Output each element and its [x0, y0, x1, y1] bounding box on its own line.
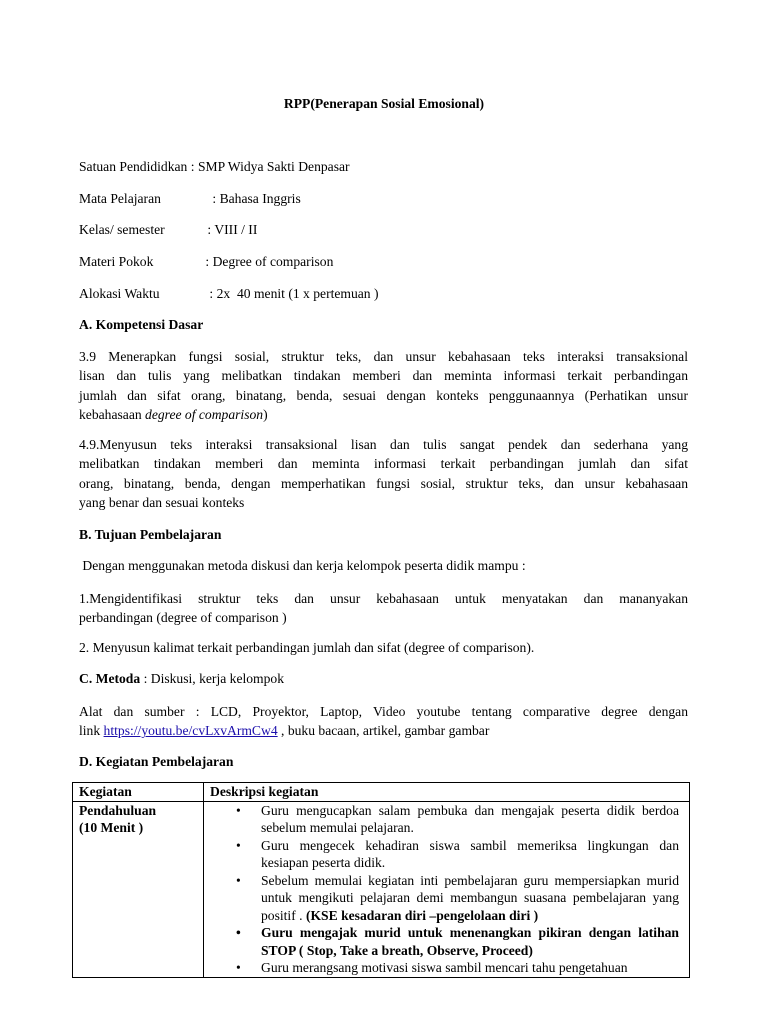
metoda-line	[79, 670, 284, 688]
text-fragment: kebahasaan	[79, 406, 146, 422]
heading-kegiatan-pembelajaran: D. Kegiatan Pembelajaran	[79, 754, 234, 769]
meta-materi-pokok	[79, 253, 333, 271]
text-line: 3.9 Menerapkan fungsi sosial, struktur teks, dan unsur kebahasaan teks interaksi transaksional	[79, 349, 688, 364]
text-line	[79, 721, 688, 740]
metoda-text: : Diskusi, kerja kelompok	[140, 671, 285, 686]
tujuan-item-2: 2. Menyusun kalimat terkait perbandingan jumlah dan sifat (degree of comparison).	[79, 640, 535, 655]
text-line: Alat dan sumber : LCD, Proyektor, Laptop, Video youtube tentang comparative degree dengan	[79, 704, 688, 719]
meta-separator: :	[204, 222, 215, 237]
list-item: • Guru mengajak murid untuk menenangkan pikiran dengan latihan STOP ( Stop, Take a breath, Observe, Proceed)	[210, 924, 683, 959]
document-title: RPP(Penerapan Sosial Emosional)	[283, 96, 485, 111]
meta-satuan-pendidikan	[79, 158, 350, 176]
deskripsi-cell	[204, 801, 690, 977]
text-line: orang, binatang, benda, dengan memperhatikan fungsi sosial, struktur teks, dan unsur kebahasaan	[79, 475, 688, 491]
meta-value: VIII / II	[214, 222, 258, 237]
meta-separator: :	[209, 191, 220, 206]
text-line: jumlah dan sifat orang, binatang, benda, sesuai dengan konteks penggunaannya (Perhatikan unsur	[79, 387, 688, 403]
kegiatan-duration: (10 Menit )	[79, 820, 144, 835]
tujuan-item-1	[79, 589, 688, 628]
text-fragment: )	[263, 406, 268, 422]
meta-separator: :	[187, 159, 198, 174]
heading-metoda: C. Metoda	[79, 671, 141, 686]
kegiatan-cell	[73, 801, 204, 977]
meta-label: Kelas/ semester	[79, 222, 165, 237]
meta-mata-pelajaran	[79, 190, 301, 208]
kse-note: (KSE kesadaran diri –pengelolaan diri )	[305, 907, 539, 923]
meta-value: SMP Widya Sakti Denpasar	[197, 159, 350, 174]
list-item: • Guru mengecek kehadiran siswa sambil memeriksa lingkungan dan kesiapan peserta didik.	[210, 837, 683, 872]
meta-value: Bahasa Inggris	[219, 191, 301, 206]
meta-label: Satuan Pendididkan	[79, 159, 188, 174]
text-line	[79, 405, 688, 424]
meta-label: Materi Pokok	[79, 254, 154, 269]
heading-kompetensi-dasar: A. Kompetensi Dasar	[79, 317, 204, 332]
list-item: • Guru mengucapkan salam pembuka dan mengajak peserta didik berdoa sebelum memulai pelajaran.	[210, 802, 683, 837]
meta-kelas-semester	[79, 221, 257, 239]
text-fragment: Sebelum memulai kegiatan inti pembelajaran guru mempersiapkan murid untuk mengikuti pelajaran demi membangun suasana pembelajaran yang positif .	[261, 872, 679, 923]
meta-alokasi-waktu	[79, 285, 379, 303]
table-header-row	[73, 783, 690, 802]
italic-term: degree of comparison	[145, 406, 264, 422]
heading-tujuan-pembelajaran: B. Tujuan Pembelajaran	[79, 527, 222, 542]
list-item	[210, 872, 683, 925]
text-line: melibatkan tindakan memberi dan meminta informasi terkait perbandingan jumlah dan sifat	[79, 456, 688, 472]
text-line: perbandingan (degree of comparison )	[79, 610, 287, 626]
kegiatan-title: Pendahuluan	[79, 802, 157, 818]
text-line: lisan dan tulis yang melibatkan tindakan memberi dan meminta informasi terkait perbandingan	[79, 368, 688, 384]
kompetensi-4-9	[79, 435, 688, 512]
meta-value: Degree of comparison	[212, 254, 334, 269]
text-fragment: , buku bacaan, artikel, gambar gambar	[277, 723, 490, 739]
text-fragment: link	[79, 723, 104, 739]
alat-dan-sumber	[79, 702, 688, 741]
header-deskripsi: Deskripsi kegiatan	[204, 783, 690, 802]
deskripsi-list	[210, 802, 683, 977]
meta-value: 2x 40 menit (1 x pertemuan )	[216, 286, 379, 301]
youtube-link[interactable]: https://youtu.be/cvLxvArmCw4	[103, 723, 278, 739]
text-line: yang benar dan sesuai konteks	[79, 494, 245, 510]
text-line: 1.Mengidentifikasi struktur teks dan unsur kebahasaan untuk menyatakan dan mananyakan	[79, 591, 688, 606]
kompetensi-3-9	[79, 347, 688, 424]
list-item: • Guru merangsang motivasi siswa sambil mencari tahu pengetahuan	[210, 959, 683, 977]
header-kegiatan: Kegiatan	[73, 783, 204, 802]
kegiatan-table	[72, 782, 690, 978]
text-line: 4.9.Menyusun teks interaksi transaksional lisan dan tulis sangat pendek dan sederhana yang	[79, 437, 688, 452]
table-row	[73, 801, 690, 977]
tujuan-intro: Dengan menggunakan metoda diskusi dan kerja kelompok peserta didik mampu :	[79, 558, 526, 573]
meta-label: Mata Pelajaran	[79, 191, 161, 206]
meta-separator: :	[206, 286, 217, 301]
meta-separator: :	[202, 254, 213, 269]
meta-label: Alokasi Waktu	[79, 286, 160, 301]
